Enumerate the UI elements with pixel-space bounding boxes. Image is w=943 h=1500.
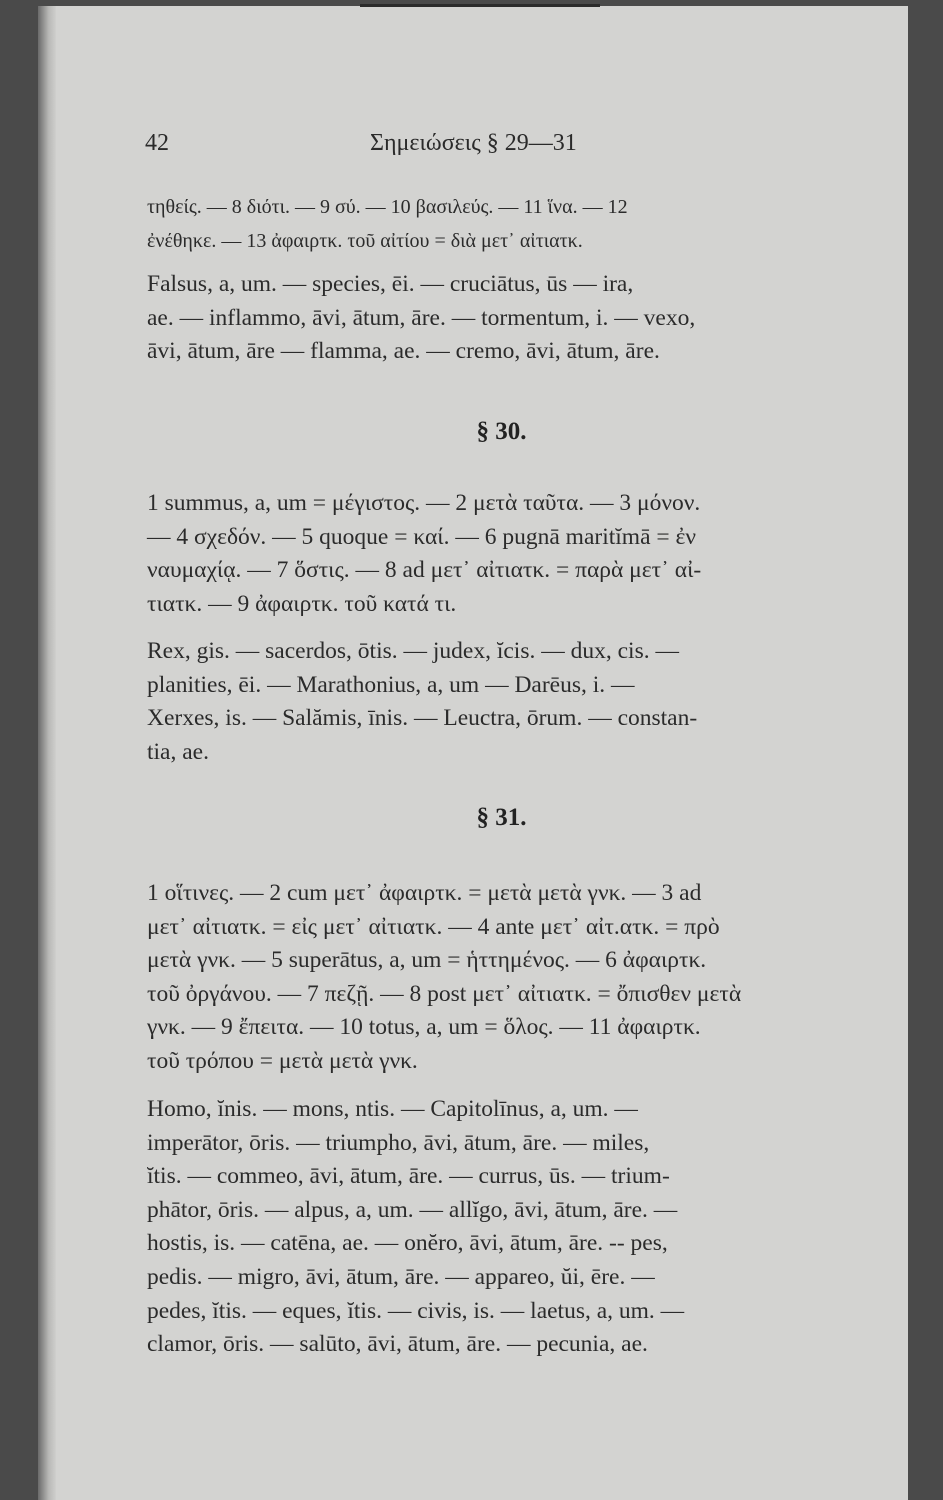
greek-notes-block [147, 190, 907, 257]
text-line: pedis. — migro, āvi, ātum, āre. — appareo, ŭi, ēre. — [147, 1263, 655, 1290]
text-line: tia, ae. [147, 738, 209, 765]
text-line: ĭtis. — commeo, āvi, ātum, āre. — currus, ūs. — trium- [147, 1163, 670, 1190]
text-line: phātor, ōris. — alpus, a, um. — allĭgo, āvi, ātum, āre. — [147, 1196, 678, 1223]
running-header [145, 130, 895, 160]
text-line: Rex, gis. — sacerdos, ōtis. — judex, ĭcis. — dux, cis. — [147, 638, 679, 664]
text-line: μετὰ γνκ. — 5 superātus, a, um = ἡττημένος. — 6 ἀφαιρτκ. [147, 947, 707, 974]
text-line: planities, ēi. — Marathonius, a, um — Darēus, i. — [147, 671, 635, 698]
running-title: Σημειώσεις § 29—31 [370, 130, 577, 156]
text-line: clamor, ōris. — salūto, āvi, ātum, āre. — pecunia, ae. [147, 1331, 648, 1358]
vocabulary-section-31 [147, 1092, 907, 1361]
text-line: ae. — inflammo, āvi, ātum, āre. — tormentum, i. — vexo, [147, 304, 696, 331]
text-line: — 4 σχεδόν. — 5 quoque = καί. — 6 pugnā maritĭmā = ἐν [147, 523, 697, 550]
text-line: āvi, ātum, āre — flamma, ae. — cremo, āvi, ātum, āre. [147, 338, 660, 365]
text-line: τηθείς. — 8 διότι. — 9 σύ. — 10 βασιλεύς. — 11 ἵνα. — 12 [147, 196, 628, 218]
vocabulary-section-30 [147, 634, 907, 768]
text-line: ἐνέθηκε. — 13 ἀφαιρτκ. τοῦ αἰτίου = διὰ μετ᾽ αἰτιατκ. [147, 229, 583, 252]
page-binding-edge [38, 6, 56, 1500]
text-line: Falsus, a, um. — species, ēi. — cruciātus, ūs — ira, [147, 271, 634, 297]
text-line: hostis, is. — catēna, ae. — onĕro, āvi, ātum, āre. -- pes, [147, 1230, 668, 1257]
notes-section-30 [147, 486, 907, 620]
section-heading-30: § 30. [476, 418, 527, 445]
text-line: Homo, ĭnis. — mons, ntis. — Capitolīnus, a, um. — [147, 1096, 638, 1122]
top-edge-mark [360, 4, 600, 7]
text-line: pedes, ĭtis. — eques, ĭtis. — civis, is. — laetus, a, um. — [147, 1297, 685, 1324]
text-line: μετ᾽ αἰτιατκ. = εἰς μετ᾽ αἰτιατκ. — 4 ante μετ᾽ αἰτ.ατκ. = πρὸ [147, 913, 720, 940]
text-line: τοῦ τρόπου = μετὰ μετὰ γνκ. [147, 1047, 418, 1074]
text-line: γνκ. — 9 ἔπειτα. — 10 totus, a, um = ὅλος. — 11 ἀφαιρτκ. [147, 1014, 701, 1041]
text-line: Xerxes, is. — Salămis, īnis. — Leuctra, ōrum. — constan- [147, 705, 698, 732]
section-heading-31: § 31. [476, 804, 527, 831]
vocabulary-block [147, 268, 907, 369]
text-line: ναυμαχίᾳ. — 7 ὅστις. — 8 ad μετ᾽ αἰτιατκ. = παρὰ μετ᾽ αἰ- [147, 557, 702, 584]
text-line: τιατκ. — 9 ἀφαιρτκ. τοῦ κατά τι. [147, 590, 457, 617]
text-line: 1 summus, a, um = μέγιστος. — 2 μετὰ ταῦτα. — 3 μόνον. [147, 490, 701, 516]
notes-section-31 [147, 876, 907, 1078]
text-line: τοῦ ὀργάνου. — 7 πεζῇ. — 8 post μετ᾽ αἰτιατκ. = ὄπισθεν μετὰ [147, 980, 742, 1007]
page-number: 42 [145, 130, 169, 156]
text-line: 1 οἵτινες. — 2 cum μετ᾽ ἀφαιρτκ. = μετὰ μετὰ γνκ. — 3 ad [147, 880, 702, 906]
text-line: imperātor, ōris. — triumpho, āvi, ātum, āre. — miles, [147, 1129, 650, 1156]
